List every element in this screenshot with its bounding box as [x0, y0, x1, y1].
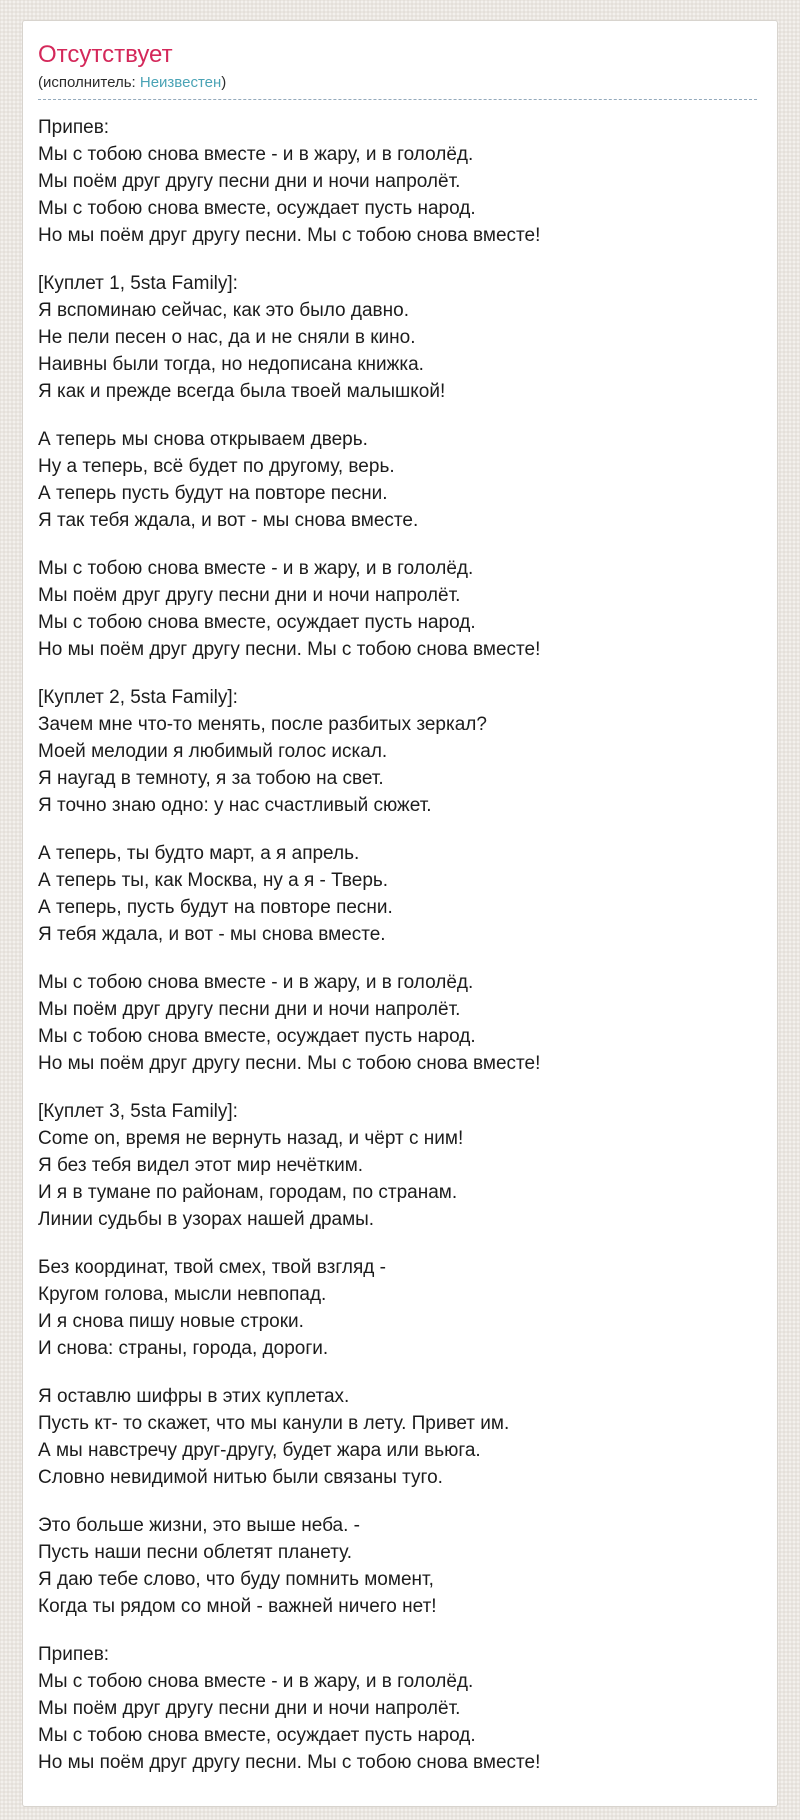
lyric-line: А теперь, ты будто март, а я апрель.	[38, 843, 360, 865]
lyric-line: А теперь ты, как Москва, ну а я - Тверь.	[38, 870, 389, 892]
lyric-line: Не пели песен о нас, да и не сняли в кино.	[38, 327, 416, 349]
lyric-line: И снова: страны, города, дороги.	[38, 1338, 329, 1360]
lyric-line: Мы поём друг другу песни дни и ночи напролёт.	[38, 171, 461, 193]
lyric-line: Мы поём друг другу песни дни и ночи напролёт.	[38, 1698, 461, 1720]
lyric-line: А теперь, пусть будут на повторе песни.	[38, 897, 393, 919]
stanza	[38, 1512, 757, 1620]
lyric-line: А теперь мы снова открываем дверь.	[38, 429, 368, 451]
lyric-line: Мы с тобою снова вместе, осуждает пусть народ.	[38, 1026, 476, 1048]
lyric-line: И я снова пишу новые строки.	[38, 1311, 304, 1333]
stanza	[38, 1383, 757, 1491]
lyric-line: Зачем мне что-то менять, после разбитых зеркал?	[38, 714, 487, 736]
artist-line	[38, 73, 757, 93]
lyric-line: Кругом голова, мысли невпопад.	[38, 1284, 327, 1306]
lyric-line: Я оставлю шифры в этих куплетах.	[38, 1386, 350, 1408]
artist-label-close: )	[221, 73, 227, 91]
lyric-line: Я вспоминаю сейчас, как это было давно.	[38, 300, 409, 322]
lyric-line: А мы навстречу друг-другу, будет жара или вьюга.	[38, 1440, 481, 1462]
lyric-line: Ну а теперь, всё будет по другому, верь.	[38, 456, 395, 478]
lyric-line: Я как и прежде всегда была твоей малышкой!	[38, 381, 446, 403]
lyric-line: Мы с тобою снова вместе - и в жару, и в гололёд.	[38, 972, 474, 994]
lyric-line: Я наугад в темноту, я за тобою на свет.	[38, 768, 384, 790]
lyric-line: Мы с тобою снова вместе - и в жару, и в гололёд.	[38, 558, 474, 580]
lyric-line: Припев:	[38, 117, 110, 139]
lyric-line: Я точно знаю одно: у нас счастливый сюжет.	[38, 795, 432, 817]
stanza	[38, 555, 757, 663]
lyric-line: И я в тумане по районам, городам, по странам.	[38, 1182, 458, 1204]
lyric-line: Come on, время не вернуть назад, и чёрт с ним!	[38, 1128, 464, 1150]
lyric-line: Линии судьбы в узорах нашей драмы.	[38, 1209, 375, 1231]
lyric-line: Мы с тобою снова вместе, осуждает пусть народ.	[38, 198, 476, 220]
stanza	[38, 684, 757, 819]
lyric-line: Мы поём друг другу песни дни и ночи напролёт.	[38, 585, 461, 607]
stanza	[38, 969, 757, 1077]
lyric-line: Но мы поём друг другу песни. Мы с тобою снова вместе!	[38, 639, 541, 661]
song-header	[38, 41, 757, 100]
lyric-line: Мы с тобою снова вместе - и в жару, и в гололёд.	[38, 1671, 474, 1693]
lyric-line: Когда ты рядом со мной - важней ничего нет!	[38, 1596, 437, 1618]
lyric-line: [Куплет 2, 5sta Family]:	[38, 687, 238, 709]
stanza	[38, 840, 757, 948]
lyrics-card	[22, 20, 778, 1807]
stanza	[38, 114, 757, 249]
lyric-line: Я даю тебе слово, что буду помнить момент,	[38, 1569, 434, 1591]
stanza	[38, 270, 757, 405]
artist-label: (исполнитель:	[38, 73, 140, 91]
stanza	[38, 1098, 757, 1233]
stanza	[38, 426, 757, 534]
lyric-line: [Куплет 3, 5sta Family]:	[38, 1101, 238, 1123]
lyric-line: Я без тебя видел этот мир нечётким.	[38, 1155, 364, 1177]
lyric-line: А теперь пусть будут на повторе песни.	[38, 483, 388, 505]
lyric-line: Припев:	[38, 1644, 110, 1666]
lyric-line: Моей мелодии я любимый голос искал.	[38, 741, 388, 763]
lyric-line: [Куплет 1, 5sta Family]:	[38, 273, 238, 295]
lyric-line: Я так тебя ждала, и вот - мы снова вместе.	[38, 510, 419, 532]
lyric-line: Без координат, твой смех, твой взгляд -	[38, 1257, 386, 1279]
lyric-line: Мы поём друг другу песни дни и ночи напролёт.	[38, 999, 461, 1021]
lyric-line: Словно невидимой нитью были связаны туго.	[38, 1467, 443, 1489]
song-title: Отсутствует	[38, 41, 173, 68]
lyrics-text	[38, 112, 757, 1776]
lyric-line: Это больше жизни, это выше неба. -	[38, 1515, 360, 1537]
lyric-line: Мы с тобою снова вместе, осуждает пусть народ.	[38, 1725, 476, 1747]
lyric-line: Пусть наши песни облетят планету.	[38, 1542, 353, 1564]
lyric-line: Но мы поём друг другу песни. Мы с тобою снова вместе!	[38, 1053, 541, 1075]
lyric-line: Наивны были тогда, но недописана книжка.	[38, 354, 424, 376]
lyric-line: Мы с тобою снова вместе - и в жару, и в гололёд.	[38, 144, 474, 166]
artist-link[interactable]: Неизвестен	[139, 73, 222, 91]
lyric-line: Я тебя ждала, и вот - мы снова вместе.	[38, 924, 386, 946]
stanza	[38, 1254, 757, 1362]
lyric-line: Пусть кт- то скажет, что мы канули в лету. Привет им.	[38, 1413, 510, 1435]
stanza	[38, 1641, 757, 1776]
lyric-line: Но мы поём друг другу песни. Мы с тобою снова вместе!	[38, 1752, 541, 1774]
lyric-line: Мы с тобою снова вместе, осуждает пусть народ.	[38, 612, 476, 634]
lyric-line: Но мы поём друг другу песни. Мы с тобою снова вместе!	[38, 225, 541, 247]
